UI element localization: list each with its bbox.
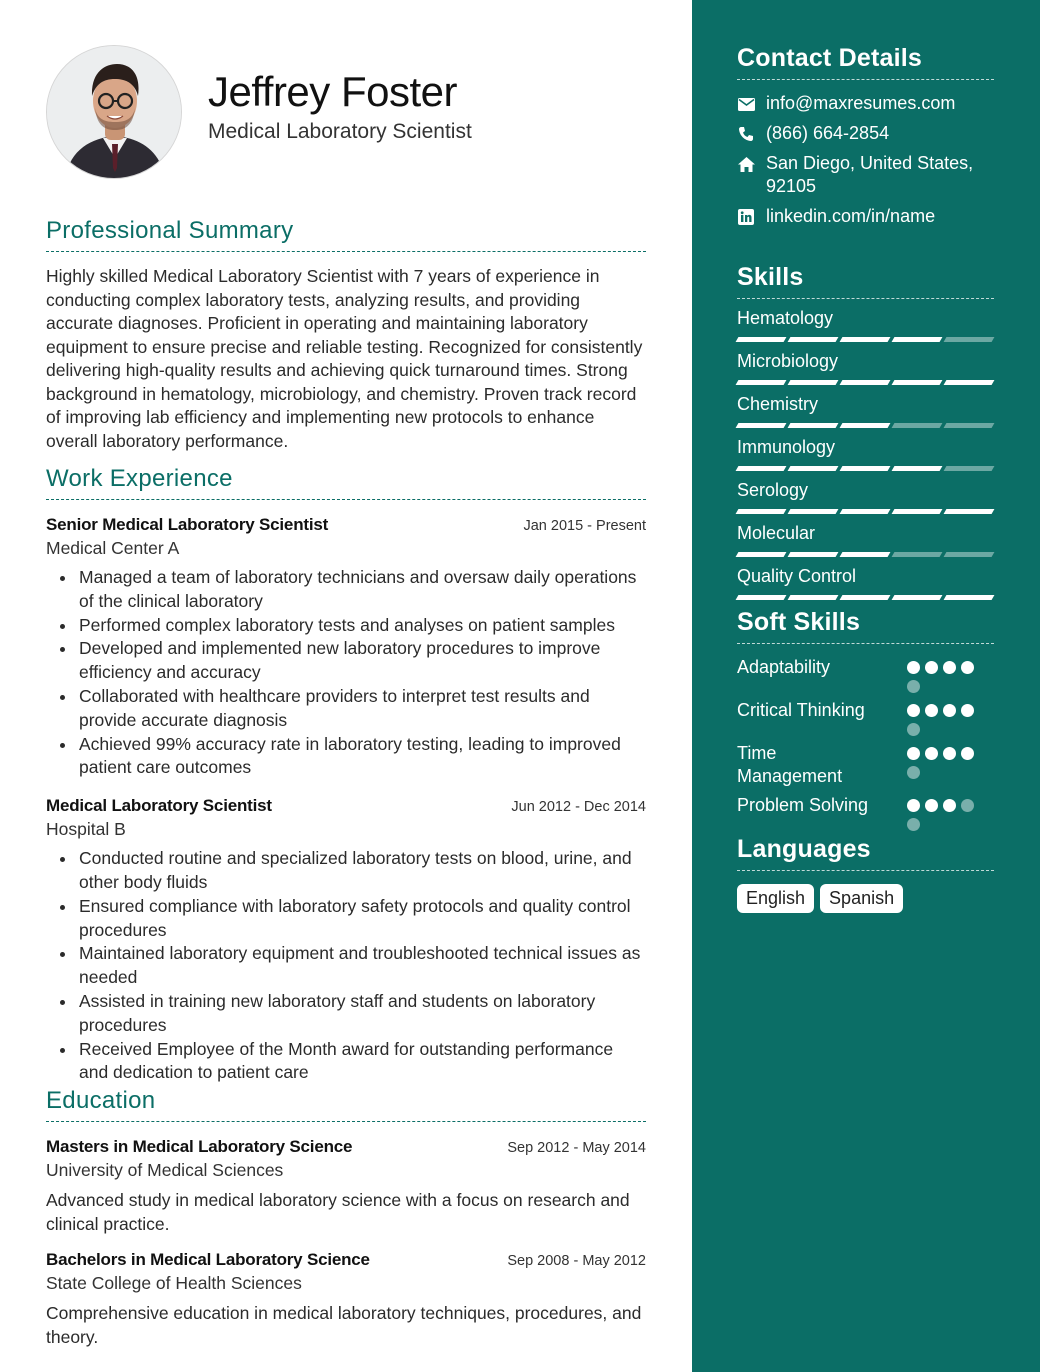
skills-list (737, 307, 994, 600)
skill-level-segment (840, 552, 891, 557)
skill-level-segment (944, 466, 995, 471)
rating-dot (943, 704, 956, 717)
bullet-item: Assisted in training new laboratory staff and students on laboratory procedures (46, 990, 646, 1038)
education-description: Advanced study in medical laboratory science with a focus on research and clinical practice. (46, 1190, 630, 1234)
rating-dot (943, 799, 956, 812)
rating-dot (925, 661, 938, 674)
skill-level-segment (736, 466, 787, 471)
skill-level-segment (892, 595, 943, 600)
soft-skill-rating (907, 704, 981, 736)
rating-dot (907, 799, 920, 812)
phone-icon (737, 125, 755, 143)
skill-item (737, 350, 994, 385)
skill-name: Immunology (737, 437, 836, 457)
soft-skill-item (737, 699, 994, 736)
soft-skill-rating (907, 747, 981, 779)
skill-level-bar (737, 552, 994, 557)
soft-skill-name: Time Management (737, 743, 843, 786)
skill-level-segment (840, 509, 891, 514)
skill-item (737, 565, 994, 600)
soft-skill-item (737, 656, 994, 693)
rating-dot (907, 704, 920, 717)
skill-level-bar (737, 423, 994, 428)
rating-dot (961, 747, 974, 760)
rating-dot (961, 661, 974, 674)
skill-item (737, 393, 994, 428)
skill-level-bar (737, 337, 994, 342)
phone-text: (866) 664-2854 (766, 123, 890, 143)
skill-level-segment (788, 552, 839, 557)
person-name: Jeffrey Foster (208, 68, 457, 115)
skill-level-segment (840, 595, 891, 600)
skill-level-segment (840, 423, 891, 428)
education-date: Sep 2012 - May 2014 (507, 1140, 646, 1157)
skill-level-segment (840, 337, 891, 342)
degree-title: Bachelors in Medical Laboratory Science (46, 1250, 370, 1270)
skills-heading: Skills (737, 263, 994, 299)
rating-dot (907, 661, 920, 674)
job-title: Senior Medical Laboratory Scientist (46, 515, 329, 534)
rating-dot (961, 799, 974, 812)
skill-level-segment (892, 466, 943, 471)
soft-skill-name: Problem Solving (737, 795, 869, 815)
skill-level-segment (892, 380, 943, 385)
language-badge: English (737, 884, 814, 913)
work-heading: Work Experience (46, 465, 646, 500)
skill-name: Hematology (737, 308, 834, 328)
skill-level-segment (944, 380, 995, 385)
soft-skill-rating (907, 661, 981, 693)
bullet-item: Conducted routine and specialized laboratory tests on blood, urine, and other body fluids (46, 847, 646, 895)
skill-level-bar (737, 466, 994, 471)
bullet-item: Collaborated with healthcare providers to interpret test results and provide accurate diagnosis (46, 685, 646, 733)
name-block (208, 68, 472, 144)
rating-dot (925, 704, 938, 717)
rating-dot (925, 799, 938, 812)
rating-dot (907, 747, 920, 760)
rating-dot (907, 680, 920, 693)
rating-dot (907, 818, 920, 831)
skill-level-segment (944, 423, 995, 428)
main-content (46, 217, 646, 1349)
education-description: Comprehensive education in medical laboratory techniques, procedures, and theory. (46, 1303, 642, 1347)
skill-level-segment (736, 337, 787, 342)
summary-text: Highly skilled Medical Laboratory Scientist with 7 years of experience in conducting complex laboratory tests, analyzing results, and providing accurate diagnoses. Proficient in operating and maintaining laboratory equipment to ensure precise and reliable testing. Recognized for consistently delivering high-quality results and achieving quick turnaround times. Strong background in hematology, microbiology, and chemistry. Proven track record of improving lab efficiency and implementing new protocols to enhance overall laboratory performance. (46, 266, 643, 451)
skill-name: Serology (737, 480, 809, 500)
portrait-image (47, 46, 182, 179)
email-text: info@maxresumes.com (766, 93, 956, 113)
languages-list (737, 884, 994, 913)
soft-skill-rating (907, 799, 981, 831)
skill-level-segment (788, 423, 839, 428)
skill-level-segment (788, 509, 839, 514)
skill-level-bar (737, 509, 994, 514)
skill-level-segment (892, 552, 943, 557)
skill-level-segment (892, 337, 943, 342)
skill-level-segment (788, 337, 839, 342)
soft-skill-item (737, 794, 994, 831)
skill-level-segment (736, 552, 787, 557)
linkedin-icon (737, 208, 755, 226)
contact-linkedin[interactable] (737, 205, 994, 228)
contact-heading: Contact Details (737, 44, 994, 80)
job-title: Medical Laboratory Scientist (46, 796, 272, 816)
skill-level-segment (736, 380, 787, 385)
job-date: Jan 2015 - Present (523, 518, 646, 534)
skill-level-segment (736, 595, 787, 600)
education-heading: Education (46, 1087, 646, 1122)
bullet-item: Developed and implemented new laboratory procedures to improve efficiency and accuracy (46, 637, 646, 685)
skill-level-segment (892, 509, 943, 514)
bullet-item: Maintained laboratory equipment and troubleshooted technical issues as needed (46, 942, 646, 990)
skill-level-bar (737, 595, 994, 600)
bullet-item: Ensured compliance with laboratory safety protocols and quality control procedures (46, 895, 646, 943)
soft-skill-name: Adaptability (737, 657, 831, 677)
bullet-item: Managed a team of laboratory technicians and oversaw daily operations of the clinical laboratory (46, 566, 646, 614)
soft-skill-name: Critical Thinking (737, 700, 865, 720)
skill-name: Chemistry (737, 394, 819, 414)
contact-phone[interactable] (737, 122, 994, 145)
linkedin-text: linkedin.com/in/name (766, 206, 936, 226)
degree-title: Masters in Medical Laboratory Science (46, 1137, 353, 1157)
skill-level-segment (736, 423, 787, 428)
contact-address (737, 152, 994, 198)
skill-level-segment (944, 595, 995, 600)
skill-level-segment (788, 595, 839, 600)
rating-dot (907, 766, 920, 779)
skill-level-segment (944, 509, 995, 514)
soft-skill-item (737, 742, 994, 788)
education-entry (46, 1250, 646, 1349)
bullet-item: Received Employee of the Month award for outstanding performance and dedication to patient care (46, 1038, 646, 1086)
skill-level-segment (788, 466, 839, 471)
school-name: State College of Health Sciences (46, 1273, 302, 1294)
contact-list (737, 92, 994, 228)
rating-dot (925, 747, 938, 760)
home-icon (737, 155, 755, 173)
skill-level-segment (840, 466, 891, 471)
skill-item (737, 436, 994, 471)
avatar (46, 45, 182, 179)
skill-level-segment (840, 380, 891, 385)
job-bullets (46, 847, 646, 1085)
bullet-item: Performed complex laboratory tests and analyses on patient samples (46, 614, 646, 638)
person-title: Medical Laboratory Scientist (208, 120, 472, 143)
rating-dot (943, 661, 956, 674)
rating-dot (943, 747, 956, 760)
languages-heading: Languages (737, 835, 994, 871)
skill-name: Molecular (737, 523, 816, 543)
contact-email[interactable] (737, 92, 994, 115)
education-entry (46, 1137, 646, 1236)
soft-skills-list (737, 656, 994, 831)
job-employer: Medical Center A (46, 538, 180, 558)
resume-header (46, 45, 472, 179)
education-date: Sep 2008 - May 2012 (507, 1253, 646, 1270)
skill-level-segment (736, 509, 787, 514)
skill-item (737, 479, 994, 514)
skill-item (737, 522, 994, 557)
skill-name: Quality Control (737, 566, 857, 586)
school-name: University of Medical Sciences (46, 1160, 284, 1181)
language-badge: Spanish (820, 884, 903, 913)
sidebar (692, 0, 1040, 1372)
skill-level-bar (737, 380, 994, 385)
skill-level-segment (944, 337, 995, 342)
bullet-item: Achieved 99% accuracy rate in laboratory testing, leading to improved patient care outcomes (46, 733, 646, 781)
job-entry (46, 796, 646, 1085)
rating-dot (961, 704, 974, 717)
skill-item (737, 307, 994, 342)
skill-level-segment (892, 423, 943, 428)
address-text: San Diego, United States, 92105 (766, 153, 974, 196)
envelope-icon (737, 95, 755, 113)
skill-level-segment (788, 380, 839, 385)
skill-name: Microbiology (737, 351, 839, 371)
skill-level-segment (944, 552, 995, 557)
rating-dot (907, 723, 920, 736)
job-employer: Hospital B (46, 819, 126, 840)
summary-heading: Professional Summary (46, 217, 646, 252)
job-entry (46, 515, 646, 780)
soft-skills-heading: Soft Skills (737, 608, 994, 644)
job-date: Jun 2012 - Dec 2014 (511, 799, 646, 816)
job-bullets (46, 566, 646, 780)
